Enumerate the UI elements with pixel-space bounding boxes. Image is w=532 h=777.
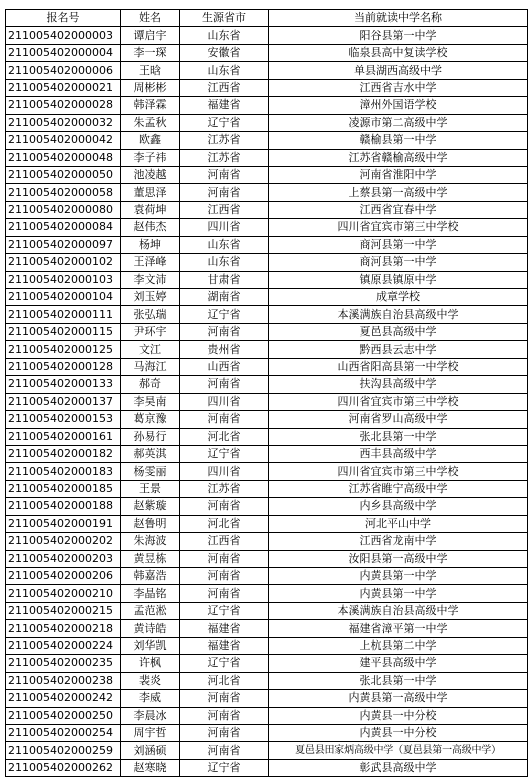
province-cell: 四川省	[180, 393, 269, 410]
province-cell: 河南省	[180, 707, 269, 724]
province-cell: 河南省	[180, 166, 269, 183]
table-row	[6, 289, 528, 306]
student-name-cell: 朱孟秋	[121, 114, 180, 131]
registration-number-cell: 211005402000058	[6, 184, 121, 201]
table-row	[6, 166, 528, 183]
student-name-cell: 黄诗皓	[121, 620, 180, 637]
school-cell: 河南省淮阳中学	[269, 166, 528, 183]
registration-number-cell: 211005402000103	[6, 271, 121, 288]
province-cell: 河南省	[180, 585, 269, 602]
school-cell: 临泉县高中复读学校	[269, 44, 528, 61]
student-name-cell: 朱海波	[121, 533, 180, 550]
student-name-cell: 郝奇	[121, 376, 180, 393]
student-list-document	[5, 9, 528, 777]
student-name-cell: 尹环宇	[121, 323, 180, 340]
table-row	[6, 550, 528, 567]
school-cell: 四川省宜宾市第三中学校	[269, 393, 528, 410]
registration-number-cell: 211005402000218	[6, 620, 121, 637]
school-cell: 扶沟县高级中学	[269, 376, 528, 393]
province-cell: 贵州省	[180, 341, 269, 358]
school-cell: 内黄县第一中学	[269, 585, 528, 602]
student-name-cell: 李晶铭	[121, 585, 180, 602]
table-row	[6, 201, 528, 218]
province-cell: 江西省	[180, 533, 269, 550]
student-name-cell: 黄昱栋	[121, 550, 180, 567]
school-cell: 成章学校	[269, 289, 528, 306]
student-name-cell: 韩嘉浩	[121, 568, 180, 585]
table-row	[6, 690, 528, 707]
table-row	[6, 620, 528, 637]
student-name-cell: 欧鑫	[121, 132, 180, 149]
table-row	[6, 411, 528, 428]
table-row	[6, 62, 528, 79]
registration-number-cell: 211005402000048	[6, 149, 121, 166]
registration-number-cell: 211005402000104	[6, 289, 121, 306]
registration-number-cell: 211005402000185	[6, 480, 121, 497]
student-name-cell: 李昊南	[121, 393, 180, 410]
school-cell: 建平县高级中学	[269, 655, 528, 672]
table-row	[6, 463, 528, 480]
registration-number-cell: 211005402000210	[6, 585, 121, 602]
table-row	[6, 480, 528, 497]
school-cell: 凌源市第二高级中学	[269, 114, 528, 131]
table-row	[6, 707, 528, 724]
student-name-cell: 杨坤	[121, 236, 180, 253]
province-cell: 福建省	[180, 97, 269, 114]
table-row	[6, 759, 528, 776]
table-row	[6, 271, 528, 288]
registration-number-cell: 211005402000032	[6, 114, 121, 131]
header-name: 姓名	[121, 10, 180, 27]
registration-number-cell: 211005402000021	[6, 79, 121, 96]
school-cell: 商河县第一中学	[269, 254, 528, 271]
student-name-cell: 赵寒晓	[121, 759, 180, 776]
student-name-cell: 周宇哲	[121, 724, 180, 741]
table-row	[6, 114, 528, 131]
table-row	[6, 742, 528, 759]
table-body	[6, 27, 528, 777]
province-cell: 辽宁省	[180, 602, 269, 619]
registration-number-cell: 211005402000115	[6, 323, 121, 340]
province-cell: 河北省	[180, 672, 269, 689]
table-row	[6, 672, 528, 689]
student-table	[5, 9, 528, 777]
school-cell: 黔西县云志中学	[269, 341, 528, 358]
registration-number-cell: 211005402000133	[6, 376, 121, 393]
table-row	[6, 79, 528, 96]
registration-number-cell: 211005402000250	[6, 707, 121, 724]
province-cell: 甘肃省	[180, 271, 269, 288]
school-cell: 江西省宜春中学	[269, 201, 528, 218]
registration-number-cell: 211005402000242	[6, 690, 121, 707]
table-row	[6, 254, 528, 271]
school-cell: 本溪满族自治县高级中学	[269, 602, 528, 619]
student-name-cell: 文江	[121, 341, 180, 358]
registration-number-cell: 211005402000137	[6, 393, 121, 410]
province-cell: 辽宁省	[180, 655, 269, 672]
province-cell: 河北省	[180, 515, 269, 532]
registration-number-cell: 211005402000238	[6, 672, 121, 689]
table-header-row	[6, 10, 528, 27]
school-cell: 内黄县一中分校	[269, 724, 528, 741]
school-cell: 夏邑县高级中学	[269, 323, 528, 340]
registration-number-cell: 211005402000028	[6, 97, 121, 114]
school-cell: 四川省宜宾市第三中学校	[269, 219, 528, 236]
registration-number-cell: 211005402000153	[6, 411, 121, 428]
table-row	[6, 219, 528, 236]
school-cell: 江苏省睢宁高级中学	[269, 480, 528, 497]
header-current-school: 当前就读中学名称	[269, 10, 528, 27]
province-cell: 河南省	[180, 724, 269, 741]
province-cell: 江苏省	[180, 132, 269, 149]
province-cell: 四川省	[180, 463, 269, 480]
school-cell: 内黄县第一高级中学	[269, 690, 528, 707]
province-cell: 辽宁省	[180, 445, 269, 462]
school-cell: 福建省漳平第一中学	[269, 620, 528, 637]
header-home-province: 生源省市	[180, 10, 269, 27]
student-name-cell: 李威	[121, 690, 180, 707]
table-row	[6, 568, 528, 585]
table-row	[6, 602, 528, 619]
province-cell: 湖南省	[180, 289, 269, 306]
registration-number-cell: 211005402000235	[6, 655, 121, 672]
table-row	[6, 323, 528, 340]
student-name-cell: 李文沛	[121, 271, 180, 288]
table-row	[6, 724, 528, 741]
school-cell: 张北县第一中学	[269, 428, 528, 445]
table-row	[6, 184, 528, 201]
province-cell: 安徽省	[180, 44, 269, 61]
province-cell: 河南省	[180, 323, 269, 340]
student-name-cell: 王景	[121, 480, 180, 497]
school-cell: 夏邑县田家炳高级中学（夏邑县第一高级中学）	[269, 742, 528, 759]
school-cell: 上杭县第二中学	[269, 637, 528, 654]
province-cell: 河南省	[180, 184, 269, 201]
table-row	[6, 393, 528, 410]
province-cell: 河南省	[180, 742, 269, 759]
school-cell: 西丰县高级中学	[269, 445, 528, 462]
school-cell: 四川省宜宾市第三中学校	[269, 463, 528, 480]
school-cell: 山西省阳高县第一中学校	[269, 358, 528, 375]
student-name-cell: 许枫	[121, 655, 180, 672]
table-row	[6, 445, 528, 462]
student-name-cell: 李晨冰	[121, 707, 180, 724]
registration-number-cell: 211005402000125	[6, 341, 121, 358]
table-row	[6, 585, 528, 602]
table-row	[6, 306, 528, 323]
table-row	[6, 376, 528, 393]
student-name-cell: 谭启宇	[121, 27, 180, 44]
table-row	[6, 149, 528, 166]
school-cell: 上蔡县第一高级中学	[269, 184, 528, 201]
registration-number-cell: 211005402000262	[6, 759, 121, 776]
registration-number-cell: 211005402000080	[6, 201, 121, 218]
registration-number-cell: 211005402000215	[6, 602, 121, 619]
table-row	[6, 236, 528, 253]
school-cell: 单县湖西高级中学	[269, 62, 528, 79]
student-name-cell: 董思泽	[121, 184, 180, 201]
registration-number-cell: 211005402000183	[6, 463, 121, 480]
province-cell: 辽宁省	[180, 306, 269, 323]
registration-number-cell: 211005402000050	[6, 166, 121, 183]
school-cell: 镇原县镇原中学	[269, 271, 528, 288]
table-row	[6, 341, 528, 358]
registration-number-cell: 211005402000042	[6, 132, 121, 149]
student-name-cell: 赵紫璇	[121, 498, 180, 515]
student-name-cell: 池凌越	[121, 166, 180, 183]
student-name-cell: 裴炎	[121, 672, 180, 689]
registration-number-cell: 211005402000206	[6, 568, 121, 585]
province-cell: 福建省	[180, 620, 269, 637]
table-row	[6, 533, 528, 550]
student-name-cell: 袁荷坤	[121, 201, 180, 218]
province-cell: 河南省	[180, 376, 269, 393]
school-cell: 阳谷县第一中学	[269, 27, 528, 44]
table-row	[6, 515, 528, 532]
province-cell: 四川省	[180, 219, 269, 236]
school-cell: 汝阳县第一高级中学	[269, 550, 528, 567]
province-cell: 山西省	[180, 358, 269, 375]
province-cell: 辽宁省	[180, 114, 269, 131]
registration-number-cell: 211005402000188	[6, 498, 121, 515]
table-row	[6, 44, 528, 61]
registration-number-cell: 211005402000004	[6, 44, 121, 61]
student-name-cell: 孙易行	[121, 428, 180, 445]
registration-number-cell: 211005402000084	[6, 219, 121, 236]
school-cell: 商河县第一中学	[269, 236, 528, 253]
student-name-cell: 李一琛	[121, 44, 180, 61]
registration-number-cell: 211005402000102	[6, 254, 121, 271]
student-name-cell: 赵伟杰	[121, 219, 180, 236]
registration-number-cell: 211005402000128	[6, 358, 121, 375]
student-name-cell: 刘涵硕	[121, 742, 180, 759]
student-name-cell: 刘华凯	[121, 637, 180, 654]
province-cell: 辽宁省	[180, 759, 269, 776]
student-name-cell: 刘玉婷	[121, 289, 180, 306]
school-cell: 内黄县第一中学	[269, 568, 528, 585]
province-cell: 山东省	[180, 27, 269, 44]
province-cell: 山东省	[180, 62, 269, 79]
registration-number-cell: 211005402000203	[6, 550, 121, 567]
school-cell: 赣榆县第一中学	[269, 132, 528, 149]
registration-number-cell: 211005402000254	[6, 724, 121, 741]
student-name-cell: 王晗	[121, 62, 180, 79]
student-name-cell: 张弘瑞	[121, 306, 180, 323]
registration-number-cell: 211005402000224	[6, 637, 121, 654]
province-cell: 河南省	[180, 568, 269, 585]
province-cell: 江西省	[180, 201, 269, 218]
province-cell: 福建省	[180, 637, 269, 654]
student-name-cell: 韩泽霖	[121, 97, 180, 114]
registration-number-cell: 211005402000006	[6, 62, 121, 79]
table-row	[6, 132, 528, 149]
student-name-cell: 王泽峰	[121, 254, 180, 271]
table-row	[6, 637, 528, 654]
student-name-cell: 赵鲁明	[121, 515, 180, 532]
table-row	[6, 498, 528, 515]
school-cell: 内黄县一中分校	[269, 707, 528, 724]
student-name-cell: 杨雯丽	[121, 463, 180, 480]
school-cell: 彰武县高级中学	[269, 759, 528, 776]
registration-number-cell: 211005402000202	[6, 533, 121, 550]
registration-number-cell: 211005402000191	[6, 515, 121, 532]
school-cell: 内乡县高级中学	[269, 498, 528, 515]
registration-number-cell: 211005402000161	[6, 428, 121, 445]
registration-number-cell: 211005402000097	[6, 236, 121, 253]
school-cell: 本溪满族自治县高级中学	[269, 306, 528, 323]
table-row	[6, 27, 528, 44]
province-cell: 河南省	[180, 550, 269, 567]
school-cell: 河北平山中学	[269, 515, 528, 532]
student-name-cell: 马海江	[121, 358, 180, 375]
school-cell: 江苏省赣榆高级中学	[269, 149, 528, 166]
province-cell: 江苏省	[180, 480, 269, 497]
province-cell: 河南省	[180, 498, 269, 515]
registration-number-cell: 211005402000003	[6, 27, 121, 44]
table-row	[6, 358, 528, 375]
table-row	[6, 428, 528, 445]
province-cell: 江西省	[180, 79, 269, 96]
province-cell: 河南省	[180, 690, 269, 707]
student-name-cell: 郝英淇	[121, 445, 180, 462]
school-cell: 漳州外国语学校	[269, 97, 528, 114]
student-name-cell: 葛京豫	[121, 411, 180, 428]
header-registration-number: 报名号	[6, 10, 121, 27]
school-cell: 张北县第一中学	[269, 672, 528, 689]
registration-number-cell: 211005402000111	[6, 306, 121, 323]
registration-number-cell: 211005402000259	[6, 742, 121, 759]
province-cell: 山东省	[180, 254, 269, 271]
table-row	[6, 655, 528, 672]
school-cell: 江西省龙南中学	[269, 533, 528, 550]
province-cell: 河北省	[180, 428, 269, 445]
student-name-cell: 周彬彬	[121, 79, 180, 96]
province-cell: 河南省	[180, 411, 269, 428]
table-row	[6, 97, 528, 114]
province-cell: 山东省	[180, 236, 269, 253]
student-name-cell: 李子祎	[121, 149, 180, 166]
school-cell: 河南省罗山高级中学	[269, 411, 528, 428]
province-cell: 江苏省	[180, 149, 269, 166]
student-name-cell: 孟范淞	[121, 602, 180, 619]
school-cell: 江西省吉水中学	[269, 79, 528, 96]
registration-number-cell: 211005402000182	[6, 445, 121, 462]
